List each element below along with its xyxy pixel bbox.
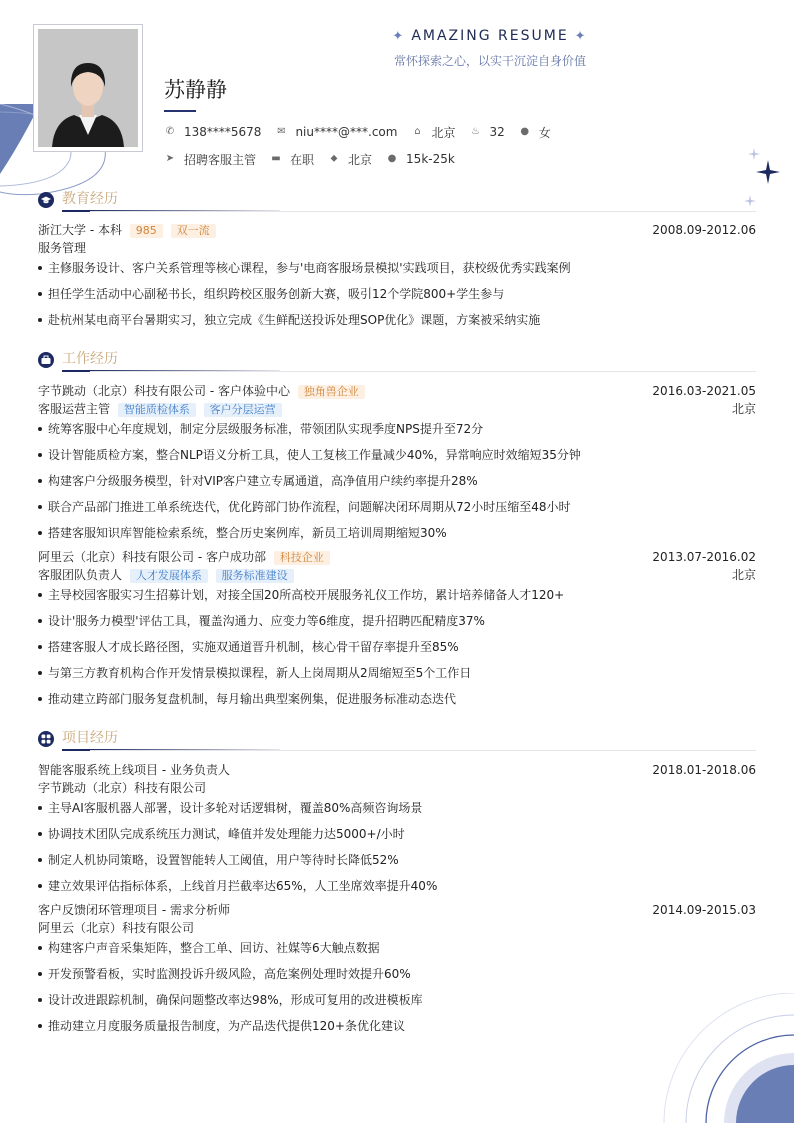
email-text: niu****@***.com (295, 125, 398, 139)
location-pin-icon: ⬥ (330, 153, 338, 164)
list-item: 赴杭州某电商平台暑期实习，独立完成《生鲜配送投诉处理SOP优化》课题，方案被采纳实施 (38, 312, 756, 328)
phone-icon: ✆ (165, 126, 175, 137)
job-location: 北京 (731, 568, 756, 582)
list-item: 担任学生活动中心副秘书长，组织跨校区服务创新大赛，吸引12个学院800+学生参与 (38, 286, 756, 302)
list-item: 制定人机协同策略，设置智能转人工阈值，用户等待时长降低52% (38, 852, 756, 868)
project-date: 2014.09-2015.03 (652, 903, 756, 917)
project-section-header (38, 729, 756, 749)
job-company-row (38, 549, 756, 565)
section-title: 项目经历 (62, 730, 118, 746)
gender-icon: ● (520, 126, 530, 137)
briefcase-icon (38, 352, 54, 368)
list-item: 建立效果评估指标体系，上线首月拦截率达65%，人工坐席效率提升40% (38, 878, 756, 894)
send-icon: ➤ (165, 153, 175, 164)
city-text: 北京 (431, 125, 456, 140)
school-tag: 双一流 (171, 224, 216, 238)
contact-row (164, 124, 565, 140)
list-item: 开发预警看板，实时监测投诉升级风险，高危案例处理时效提升60% (38, 966, 756, 982)
job-company-row (38, 383, 756, 399)
project-date: 2018.01-2018.06 (652, 763, 756, 777)
list-item: 设计智能质检方案，整合NLP语义分析工具，使人工复核工作量减少40%，异常响应时效缩短35分钟 (38, 447, 756, 463)
job-role: 客服团队负责人 (38, 568, 123, 582)
section-divider (62, 371, 756, 372)
section-divider (62, 750, 756, 751)
brand-title: AMAZING RESUME (411, 28, 569, 44)
gender-text: 女 (538, 125, 551, 140)
school-tag: 985 (130, 224, 163, 238)
section-divider (62, 211, 756, 212)
role-tag: 服务标准建设 (216, 569, 294, 583)
list-item: 主导校园客服实习生招募计划，对接全国20所高校开展服务礼仪工作坊，累计培养储备人才120+ (38, 587, 756, 603)
list-item: 构建客户声音采集矩阵，整合工单、回访、社媒等6大触点数据 (38, 940, 756, 956)
mail-icon: ✉ (277, 126, 286, 137)
star-icon: ✦ (392, 29, 406, 44)
name-underline (164, 110, 196, 112)
company-name: 字节跳动（北京）科技有限公司 - 客户体验中心 (38, 384, 290, 398)
age-text: 32 (489, 125, 505, 139)
phone-text: 138****5678 (184, 125, 262, 139)
project-title-row (38, 902, 756, 918)
list-item: 推动建立跨部门服务复盘机制，每月输出典型案例集，促进服务标准动态迭代 (38, 691, 756, 707)
list-item: 推动建立月度服务质量报告制度，为产品迭代提供120+条优化建议 (38, 1018, 756, 1034)
work-section-header (38, 350, 756, 370)
candidate-name: 苏静静 (164, 78, 227, 102)
job-role: 客服运营主管 (38, 402, 111, 416)
list-item: 设计'服务力模型'评估工具，覆盖沟通力、应变力等6维度，提升招聘匹配精度37% (38, 613, 756, 629)
company-tag: 科技企业 (274, 551, 330, 565)
education-date: 2008.09-2012.06 (652, 223, 756, 237)
section-divider-accent (62, 370, 90, 372)
project-title-row (38, 762, 756, 778)
company-name: 阿里云（北京）科技有限公司 - 客户成功部 (38, 550, 266, 564)
role-tag: 智能质检体系 (118, 403, 196, 417)
status-text: 在职 (290, 152, 315, 167)
job-role-row (38, 567, 756, 583)
list-item: 设计改进跟踪机制，确保问题整改率达98%，形成可复用的改进模板库 (38, 992, 756, 1008)
brand-header (380, 27, 600, 68)
job-date: 2016.03-2021.05 (652, 384, 756, 398)
list-item: 与第三方教育机构合作开发情景模拟课程，新人上岗周期从2周缩短至5个工作日 (38, 665, 756, 681)
brand-subtitle: 常怀探索之心，以实干沉淀自身价值 (393, 54, 586, 68)
list-item: 主修服务设计、客户关系管理等核心课程，参与'电商客服场景模拟'实践项目，获校级优秀实践案例 (38, 260, 756, 276)
project-org: 字节跳动（北京）科技有限公司 (38, 781, 207, 795)
project-org: 阿里云（北京）科技有限公司 (38, 921, 195, 935)
section-title: 教育经历 (62, 191, 118, 207)
list-item: 构建客户分级服务模型，针对VIP客户建立专属通道，高净值用户续约率提升28% (38, 473, 756, 489)
home-icon: ⌂ (414, 126, 421, 137)
job-target-text: 招聘客服主管 (184, 152, 257, 167)
profile-photo (33, 24, 143, 152)
company-tag: 独角兽企业 (298, 385, 365, 399)
salary-text: 15k-25k (406, 152, 455, 166)
section-divider-accent (62, 749, 90, 751)
job-date: 2013.07-2016.02 (652, 550, 756, 564)
cake-icon: ♨ (470, 126, 480, 137)
role-tag: 人才发展体系 (130, 569, 208, 583)
list-item: 主导AI客服机器人部署，设计多轮对话逻辑树，覆盖80%高频咨询场景 (38, 800, 756, 816)
list-item: 搭建客服人才成长路径图，实施双通道晋升机制，核心骨干留存率提升至85% (38, 639, 756, 655)
section-divider-accent (62, 210, 90, 212)
list-item: 搭建客服知识库智能检索系统，整合历史案例库，新员工培训周期缩短30% (38, 525, 756, 541)
education-major: 服务管理 (38, 241, 87, 255)
school-name: 浙江大学 - 本科 (38, 223, 122, 237)
project-name: 客户反馈闭环管理项目 - 需求分析师 (38, 903, 230, 917)
project-name: 智能客服系统上线项目 - 业务负责人 (38, 763, 230, 777)
role-tag: 客户分层运营 (204, 403, 282, 417)
star-icon: ✦ (574, 29, 588, 44)
salary-icon: ● (387, 153, 397, 164)
decorative-circles-bottom-right (654, 993, 794, 1123)
job-location: 北京 (731, 402, 756, 416)
briefcase-icon: ▬ (271, 153, 281, 164)
list-item: 统筹客服中心年度规划，制定分层级服务标准，带领团队实现季度NPS提升至72分 (38, 421, 756, 437)
portrait-image (38, 29, 138, 147)
list-item: 协调技术团队完成系统压力测试，峰值并发处理能力达5000+/小时 (38, 826, 756, 842)
section-title: 工作经历 (62, 351, 118, 367)
grid-icon (38, 731, 54, 747)
education-section-header (38, 190, 756, 210)
target-city-text: 北京 (348, 152, 373, 167)
graduation-cap-icon (38, 192, 54, 208)
job-role-row (38, 401, 756, 417)
list-item: 联合产品部门推进工单系统迭代，优化跨部门协作流程，问题解决闭环周期从72小时压缩至48小时 (38, 499, 756, 515)
education-school-row (38, 222, 756, 238)
job-intent-row (164, 151, 469, 167)
